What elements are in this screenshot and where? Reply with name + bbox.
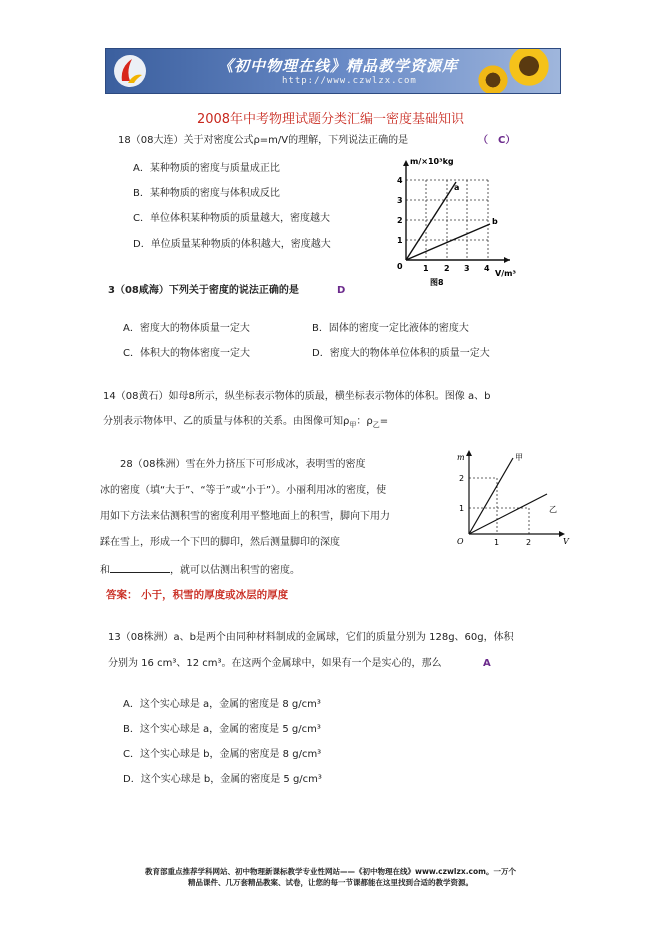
banner-url[interactable]: http://www.czwlzx.com	[282, 76, 417, 86]
graph8-line-b-label: b	[492, 217, 498, 226]
graph8-ylabel: m/×10³kg	[410, 157, 454, 166]
sunflower-icon	[476, 63, 510, 94]
graph8-line-a-label: a	[454, 183, 460, 192]
q18-option-b: B．某种物质的密度与体积成反比	[133, 188, 280, 199]
q28-line5	[100, 562, 300, 578]
graph8-xtick-4: 4	[484, 264, 490, 273]
graph8-xtick-2: 2	[444, 264, 450, 273]
graph8-ytick-1: 1	[397, 236, 403, 245]
graph2-origin: O	[457, 537, 464, 546]
graph8-xtick-3: 3	[464, 264, 470, 273]
header-banner	[105, 48, 561, 94]
q13-option-d: D．这个实心球是 b，金属的密度是 5 g/cm³	[123, 774, 322, 785]
q28-line5-a: 和	[100, 565, 110, 576]
q28-line4: 踩在雪上，形成一个下凹的脚印，然后测量脚印的深度	[100, 537, 340, 548]
banner-title: 《初中物理在线》精品教学资源库	[218, 57, 459, 75]
q18-option-c: C．单位体积某种物质的质量越大，密度越大	[133, 213, 330, 224]
line-b	[406, 224, 490, 260]
answer-blank	[110, 562, 170, 573]
q18-option-d: D．单位质量某种物质的体积越大，密度越大	[133, 239, 331, 250]
q28-line5-b: ，就可以估测出积雪的密度。	[170, 565, 300, 576]
q14-colon: ：ρ	[356, 416, 373, 427]
q13-answer: A	[483, 658, 491, 669]
graph8-ytick-4: 4	[397, 176, 403, 185]
graph2-ytick-1: 1	[459, 504, 465, 513]
q3-option-b: B．固体的密度一定比液体的密度大	[312, 323, 469, 334]
sunflower-icon	[506, 48, 552, 89]
graph2-line-yi-label: 乙	[549, 505, 557, 514]
footer-line2: 精品课件、几万套精品教案、试卷，让您的每一节课都能在这里找到合适的教学资源。	[188, 878, 473, 887]
q14-prefix: 分别表示物体甲、乙的质量与体积的关系。由图像可知ρ	[103, 416, 350, 427]
q18-option-a: A．某种物质的密度与质量成正比	[133, 163, 280, 174]
graph8-ytick-0: 0	[397, 262, 403, 271]
q28-answer: 答案： 小于，积雪的厚度或冰层的厚度	[106, 589, 289, 601]
q14-sub-yi: 乙	[372, 421, 380, 429]
graph2-ytick-2: 2	[459, 474, 465, 483]
graph8-xtick-1: 1	[423, 264, 429, 273]
q3-answer: D	[337, 285, 346, 296]
q13-option-a: A．这个实心球是 a，金属的密度是 8 g/cm³	[123, 699, 321, 710]
footer-line1: 教育部重点推荐学科网站、初中物理新课标教学专业性网站——《初中物理在线》www.czwlzx.com。一万个	[145, 867, 516, 876]
graph2-line-jia-label: 甲	[515, 453, 523, 462]
line-a	[406, 182, 456, 260]
q3-stem: 3（08咸海）下列关于密度的说法正确的是	[108, 285, 299, 296]
q3-option-c: C．体积大的物体密度一定大	[123, 348, 250, 359]
mass-volume-graph	[455, 446, 573, 548]
q13-line2: 分别为 16 cm³、12 cm³。在这两个金属球中，如果有一个是实心的，那么	[108, 658, 442, 669]
q13-option-b: B．这个实心球是 a，金属的密度是 5 g/cm³	[123, 724, 321, 735]
page-footer	[40, 866, 621, 888]
q3-option-a: A．密度大的物体质量一定大	[123, 323, 250, 334]
document-title: 2008年中考物理试题分类汇编一密度基础知识	[196, 112, 465, 127]
graph2-ylabel: m	[457, 453, 465, 462]
q28-line1: 28（08株洲）雪在外力挤压下可形成冰，表明雪的密度	[120, 459, 366, 470]
q13-option-c: C．这个实心球是 b，金属的密度是 8 g/cm³	[123, 749, 322, 760]
q28-line3: 用如下方法来估测积雪的密度利用平整地面上的积雪，脚向下用力	[100, 511, 390, 522]
graph2-xtick-1: 1	[494, 538, 500, 547]
q14-sub-jia: 甲	[349, 421, 357, 429]
graph8-xlabel: V/m³	[495, 269, 516, 278]
q18-stem: 18（08大连）关于对密度公式ρ=m/V的理解，下列说法正确的是	[118, 135, 409, 146]
graph8-ytick-3: 3	[397, 196, 403, 205]
q13-line1: 13（08株洲）a、b是两个由同种材料制成的金属球，它们的质量分别为 128g、60g，体积	[108, 632, 514, 643]
q14-tail: =	[379, 416, 389, 427]
graph2-xtick-2: 2	[526, 538, 532, 547]
graph8-caption: 图8	[430, 278, 444, 287]
q14-line2	[103, 415, 388, 432]
site-logo-icon	[112, 53, 148, 89]
q14-line1: 14（08黄石）如母8所示，纵坐标表示物体的质最，横坐标表示物体的体积。图像 a、b	[103, 391, 491, 402]
q18-answer: （ C）	[478, 135, 516, 146]
figure-8-graph	[392, 154, 532, 288]
graph8-ytick-2: 2	[397, 216, 403, 225]
graph2-xlabel: V	[563, 537, 569, 546]
q3-option-d: D．密度大的物体单位体积的质量一定大	[312, 348, 490, 359]
q28-line2: 冰的密度（填“大于”、“等于”或“小于”）。小丽利用冰的密度，使	[100, 485, 387, 496]
